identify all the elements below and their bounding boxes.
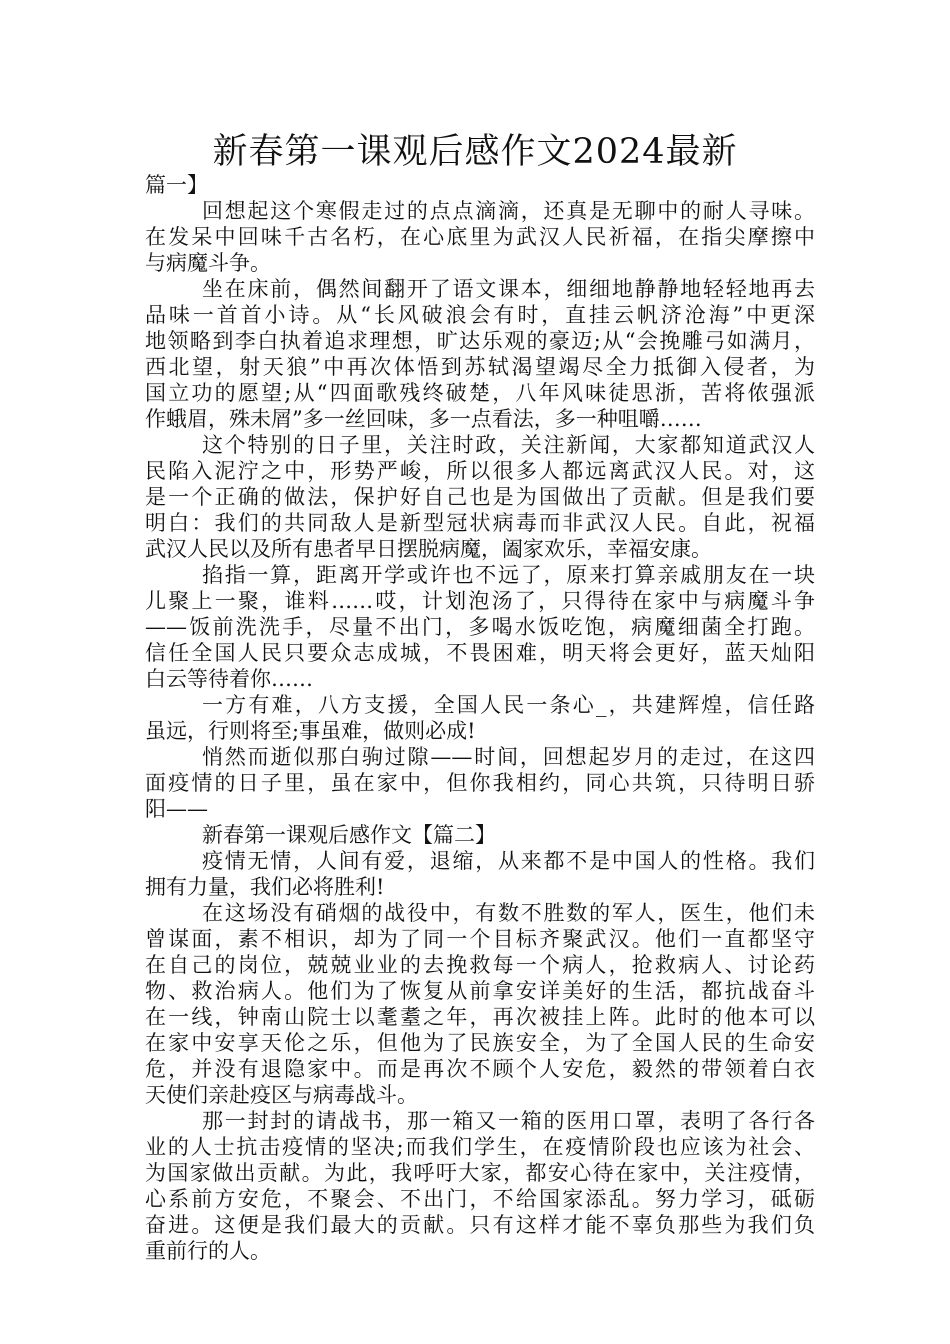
paragraph-line: 信任全国人民只要众志成城，不畏困难，明天将会更好，蓝天灿阳 bbox=[145, 641, 815, 665]
paragraph-line: 悄然而逝似那白驹过隙——时间，回想起岁月的走过，在这四 bbox=[202, 745, 815, 769]
paragraph bbox=[145, 692, 815, 744]
paragraph-line: 这个特别的日子里，关注时政，关注新闻，大家都知道武汉人 bbox=[202, 433, 815, 457]
paragraph-line: 危，并没有退隐家中。而是再次不顾个人安危，毅然的带领着白衣 bbox=[145, 1057, 815, 1081]
paragraph-line: 业的人士抗击疫情的坚决;而我们学生，在疫情阶段也应该为社会、 bbox=[145, 1135, 815, 1159]
paragraph bbox=[145, 276, 815, 432]
paragraph-line: 民陷入泥泞之中，形势严峻，所以很多人都远离武汉人民。对，这 bbox=[145, 459, 815, 483]
paragraph-line: 在发呆中回味千古名朽，在心底里为武汉人民祈福，在指尖摩擦中 bbox=[145, 225, 815, 249]
paragraph-line: 武汉人民以及所有患者早日摆脱病魔，阖家欢乐，幸福安康。 bbox=[145, 537, 712, 561]
paragraph-line: 重前行的人。 bbox=[145, 1239, 271, 1263]
section-one-label: 篇一】 bbox=[145, 173, 208, 197]
paragraph bbox=[145, 1108, 815, 1264]
paragraph-line: 是一个正确的做法，保护好自己也是为国做出了贡献。但是我们要 bbox=[145, 485, 815, 509]
paragraph-line: 虽远，行则将至;事虽难，做则必成! bbox=[145, 719, 476, 743]
paragraph bbox=[145, 744, 815, 822]
paragraph-line: 曾谋面，素不相识，却为了同一个目标齐聚武汉。他们一直都坚守 bbox=[145, 927, 815, 951]
paragraph-line: 奋进。这便是我们最大的贡献。只有这样才能不辜负那些为我们负 bbox=[145, 1213, 815, 1237]
paragraph-line: 儿聚上一聚，谁料……哎，计划泡汤了，只得待在家中与病魔斗争 bbox=[145, 589, 815, 613]
paragraph bbox=[145, 198, 815, 276]
paragraph-line: 在一线，钟南山院士以耄耋之年，再次被挂上阵。此时的他本可以 bbox=[145, 1005, 815, 1029]
paragraph-line: 疫情无情，人间有爱，退缩，从来都不是中国人的性格。我们 bbox=[202, 849, 815, 873]
paragraph-line: 阳—— bbox=[145, 797, 208, 821]
paragraph-line: 那一封封的请战书，那一箱又一箱的医用口罩，表明了各行各 bbox=[202, 1109, 815, 1133]
document-body bbox=[145, 172, 815, 1264]
document-title: 新春第一课观后感作文2024最新 bbox=[212, 132, 738, 172]
paragraph-line: 西北望，射天狼”中再次体悟到苏轼渴望竭尽全力抵御入侵者，为 bbox=[145, 355, 815, 379]
paragraph-line: 与病魔斗争。 bbox=[145, 251, 271, 275]
paragraph bbox=[145, 562, 815, 692]
section-two-heading: 新春第一课观后感作文【篇二】 bbox=[202, 823, 496, 847]
paragraph-line: 为国家做出贡献。为此，我呼吁大家，都安心待在家中，关注疫情， bbox=[145, 1161, 815, 1185]
paragraph bbox=[145, 432, 815, 562]
paragraph-line: 明白：我们的共同敌人是新型冠状病毒而非武汉人民。自此，祝福 bbox=[145, 511, 815, 535]
paragraph-line: 在这场没有硝烟的战役中，有数不胜数的军人，医生，他们未 bbox=[202, 901, 815, 925]
paragraph-line: 白云等待着你…… bbox=[145, 667, 313, 691]
paragraph-line: 面疫情的日子里，虽在家中，但你我相约，同心共筑，只待明日骄 bbox=[145, 771, 815, 795]
section-one bbox=[145, 198, 815, 822]
paragraph-line: 心系前方安危，不聚会、不出门，不给国家添乱。努力学习，砥砺 bbox=[145, 1187, 815, 1211]
paragraph-line: 物、救治病人。他们为了恢复从前拿安详美好的生活，都抗战奋斗 bbox=[145, 979, 815, 1003]
paragraph-line: 国立功的愿望;从“四面歌残终破楚，八年风味徒思浙，苦将侬强派 bbox=[145, 381, 815, 405]
paragraph-line: 在自己的岗位，兢兢业业的去挽救每一个病人，抢救病人、讨论药 bbox=[145, 953, 815, 977]
paragraph bbox=[145, 900, 815, 1108]
paragraph-line: 地领略到李白执着追求理想，旷达乐观的豪迈;从“会挽雕弓如满月， bbox=[145, 329, 815, 353]
paragraph-line: 坐在床前，偶然间翻开了语文课本，细细地静静地轻轻地再去 bbox=[202, 277, 815, 301]
paragraph-line: 天使们亲赴疫区与病毒战斗。 bbox=[145, 1083, 418, 1107]
paragraph-line: 品味一首首小诗。从“长风破浪会有时，直挂云帆济沧海”中更深 bbox=[145, 303, 815, 327]
paragraph-line: 在家中安享天伦之乐，但他为了民族安全，为了全国人民的生命安 bbox=[145, 1031, 815, 1055]
paragraph bbox=[145, 848, 815, 900]
section-two bbox=[145, 848, 815, 1264]
paragraph-line: 回想起这个寒假走过的点点滴滴，还真是无聊中的耐人寻味。 bbox=[202, 199, 815, 223]
paragraph-line: ——饭前洗洗手，尽量不出门，多喝水饭吃饱，病魔细菌全打跑。 bbox=[145, 615, 815, 639]
paragraph-line: 作蛾眉，殊未屑”多一丝回味，多一点看法，多一种咀嚼…… bbox=[145, 407, 702, 431]
paragraph-line: 拥有力量，我们必将胜利! bbox=[145, 875, 385, 899]
paragraph-line: 掐指一算，距离开学或许也不远了，原来打算亲戚朋友在一块 bbox=[202, 563, 815, 587]
paragraph-line: 一方有难，八方支援，全国人民一条心_，共建辉煌，信任路 bbox=[202, 693, 815, 717]
